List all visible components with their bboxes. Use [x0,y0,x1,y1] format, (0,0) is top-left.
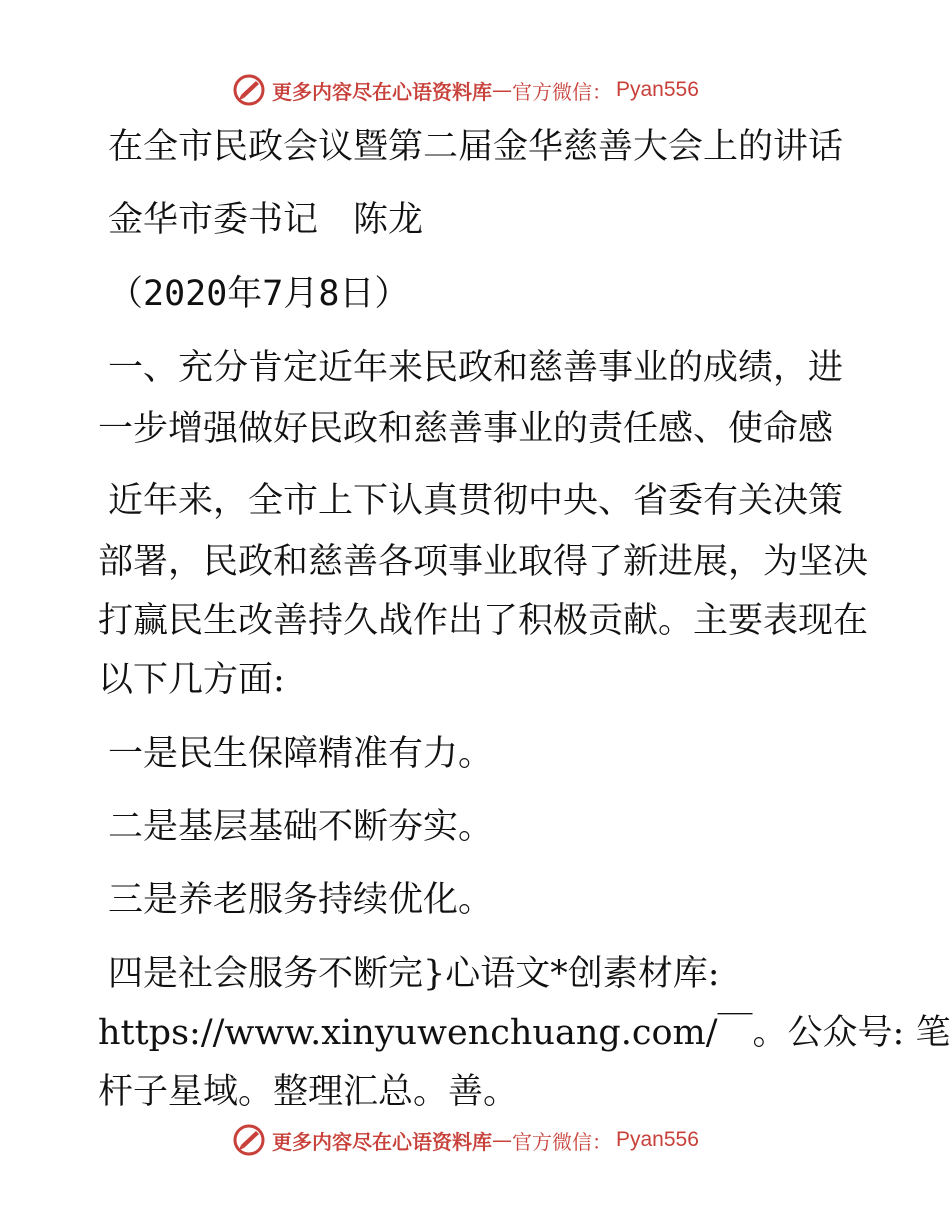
point-4-line-2: https://www.xinyuwenchuang.com/￣。公众号: 笔 [98,1013,950,1053]
document-date: （2020年7月8日） [108,274,410,314]
section-heading-line-1: 一、充分肯定近年来民政和慈善事业的成绩，进 [108,348,844,388]
point-1: 一是民生保障精准有力。 [108,734,494,774]
footer-watermark-banner [232,1120,699,1160]
document-author: 金华市委书记 陈龙 [108,200,424,240]
wechat-id: Pyan556 [616,78,699,101]
point-4-line-1: 四是社会服务不断完}心语文*创素材库: [108,954,720,994]
paragraph-line-2: 部署，民政和慈善各项事业取得了新进展，为坚决 [98,542,869,582]
paragraph-line-4: 以下几方面: [98,660,285,700]
paragraph-line-3: 打赢民生改善持久战作出了积极贡献。主要表现在 [98,601,869,641]
point-3: 三是养老服务持续优化。 [108,880,494,920]
brand-logo-icon [232,1123,266,1157]
wechat-id: Pyan556 [616,1128,699,1151]
banner-dash: — [492,1128,512,1152]
brand-logo-icon [232,73,266,107]
paragraph-line-1: 近年来，全市上下认真贯彻中央、省委有关决策 [108,481,844,521]
header-watermark-banner [232,70,699,110]
promo-text: 更多内容尽在心语资料库 [272,1129,492,1154]
section-heading-line-2: 一步增强做好民政和慈善事业的责任感、使命感 [98,409,834,449]
document-title: 在全市民政会议暨第二届金华慈善大会上的讲话 [108,127,844,167]
official-label: 官方微信： [512,79,612,104]
banner-dash: — [492,78,512,102]
official-label: 官方微信： [512,1129,612,1154]
point-2: 二是基层基础不断夯实。 [108,807,494,847]
promo-text: 更多内容尽在心语资料库 [272,79,492,104]
point-4-line-3: 杆子星域。整理汇总。善。 [98,1072,519,1112]
